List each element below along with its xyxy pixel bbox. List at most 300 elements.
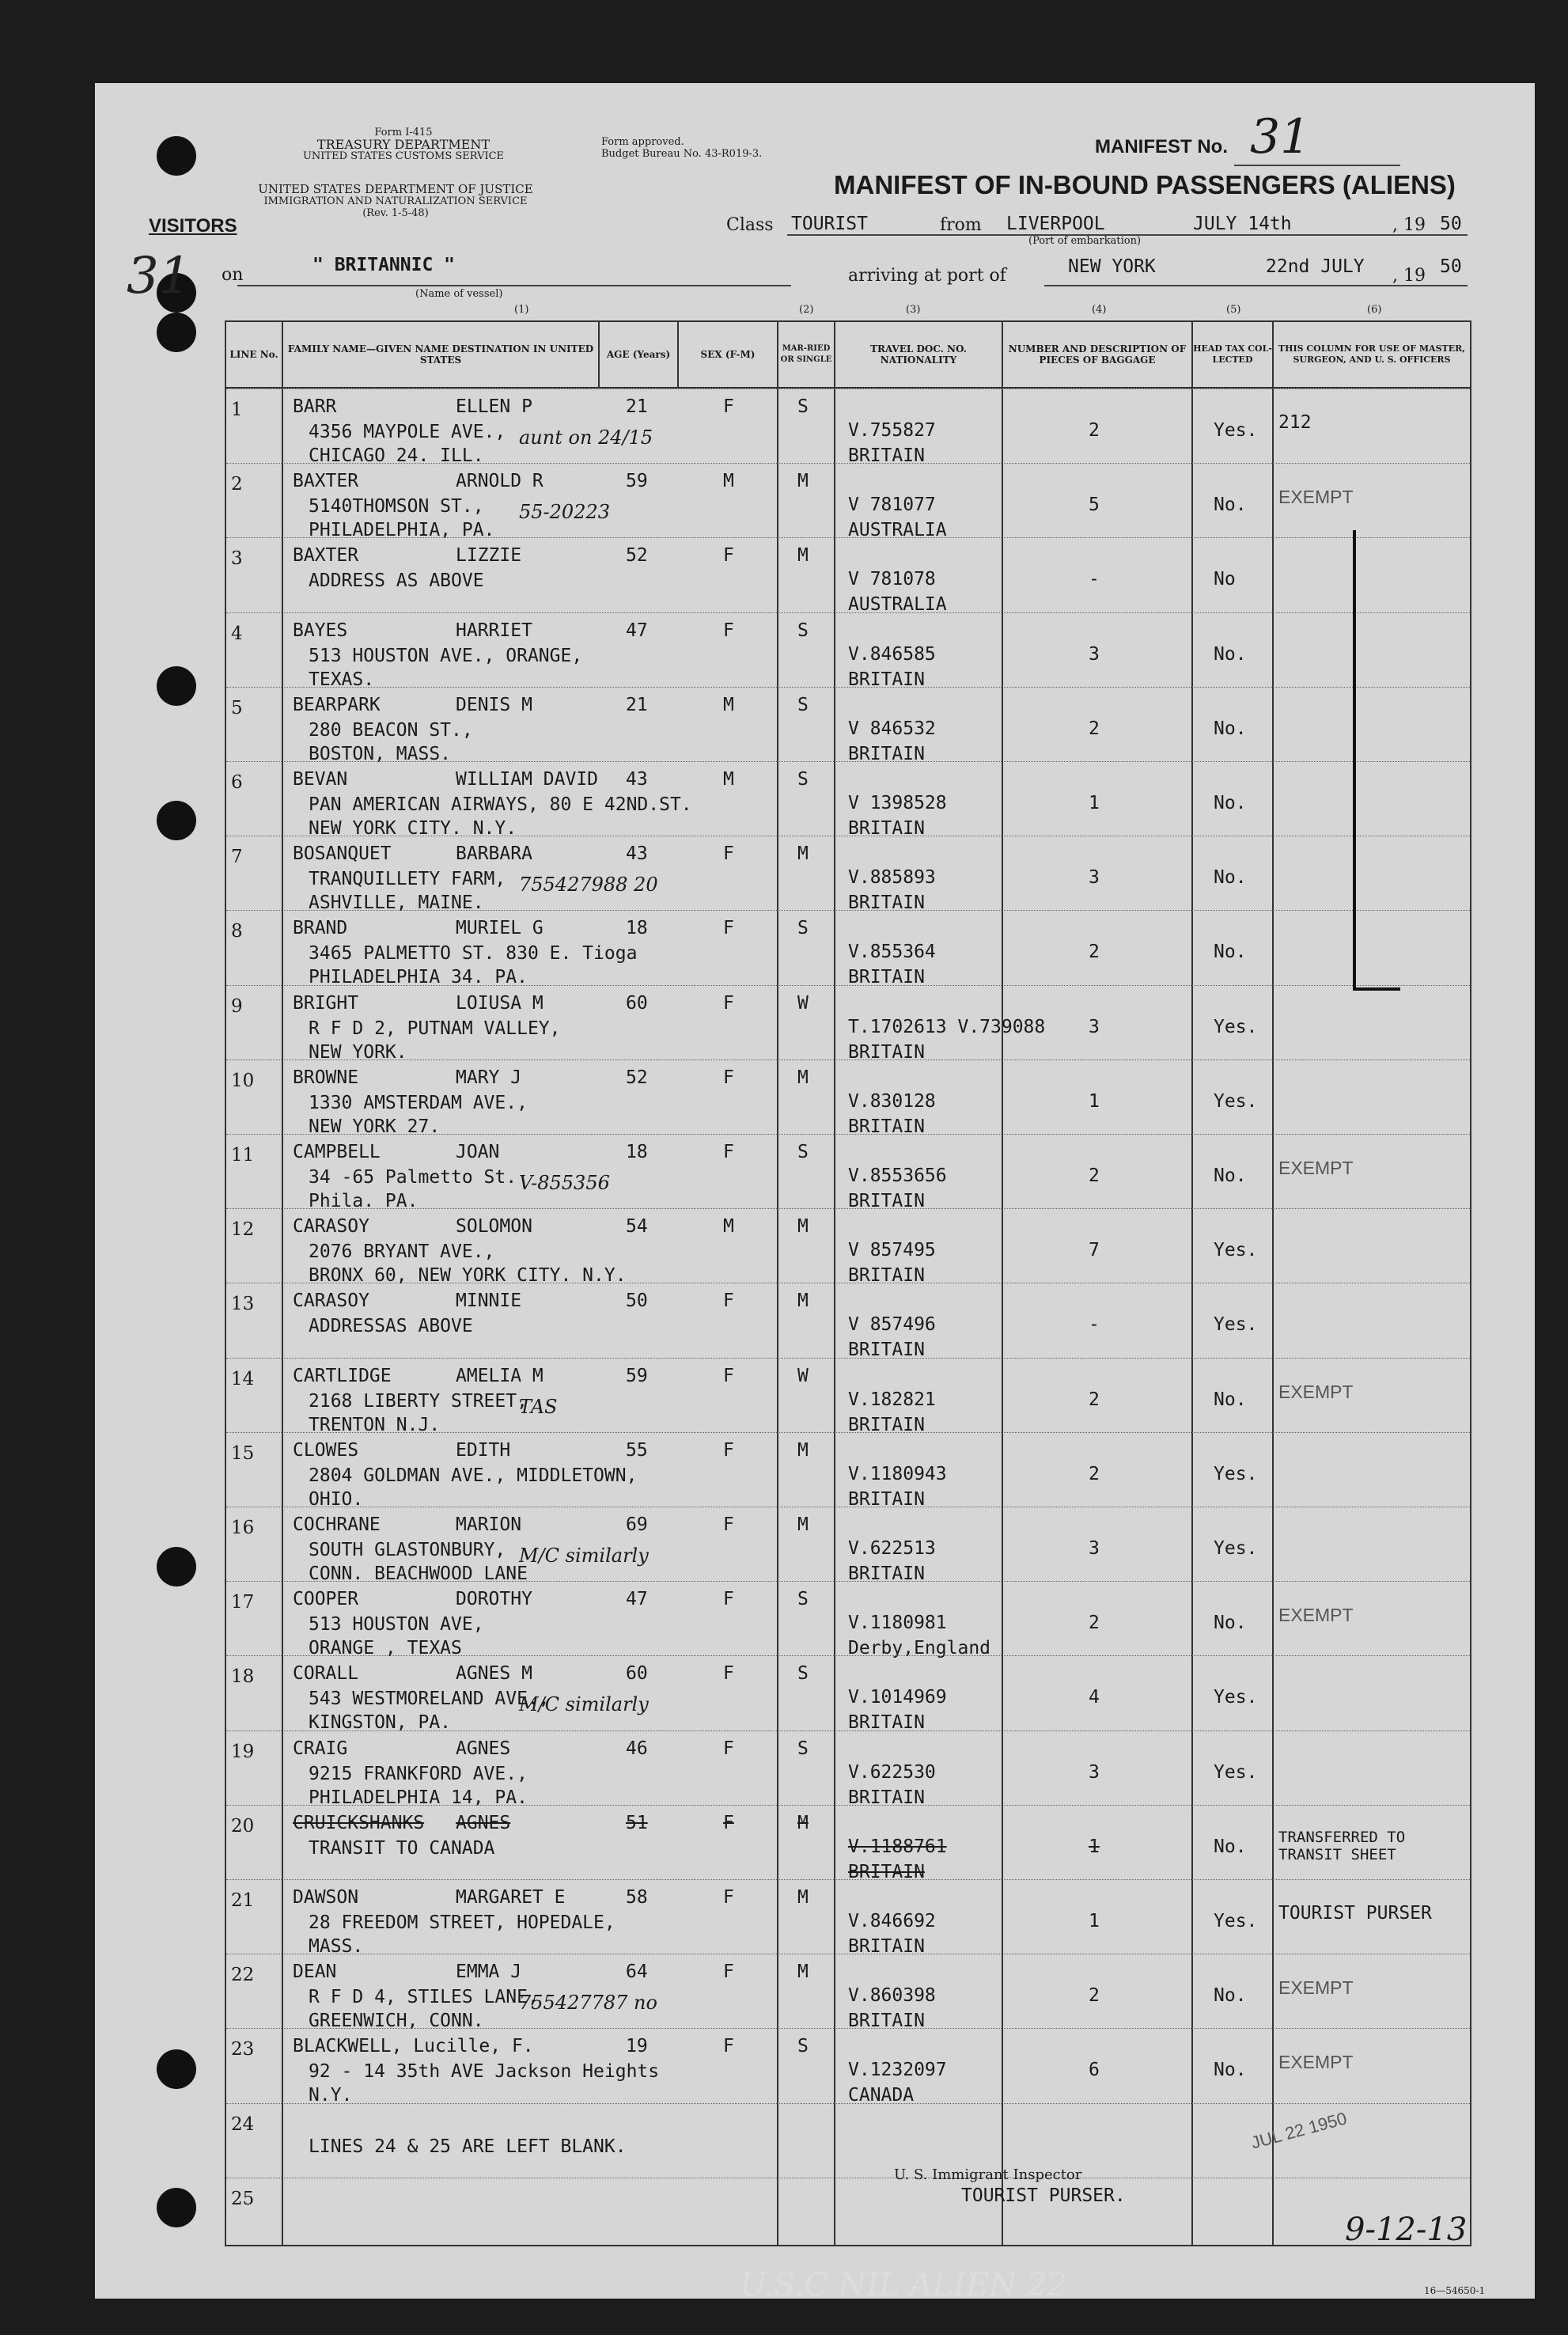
cell-line: 22	[231, 1965, 255, 1986]
cell-line: 14	[231, 1368, 255, 1389]
arrival-year: 50	[1440, 256, 1462, 277]
cell-name: DAWSON	[293, 1887, 359, 1908]
row-rule	[226, 985, 1470, 986]
binder-hole	[157, 136, 196, 176]
class-label: Class	[726, 215, 774, 235]
cell-ms: M	[797, 1216, 809, 1238]
cell-name: BRAND	[293, 918, 348, 939]
cell-note: 55-20223	[519, 501, 610, 524]
cell-tax: No.	[1214, 793, 1247, 813]
row-rule	[226, 463, 1470, 464]
cell-line: 7	[231, 847, 243, 868]
cell-doc: V.1180981	[848, 1613, 947, 1634]
cell-addr2: CHICAGO 24. ILL.	[309, 445, 484, 466]
cell-name: CLOWES	[293, 1439, 359, 1461]
cell-addr2: ORANGE , TEXAS	[309, 1638, 462, 1659]
cell-addr1: 92 - 14 35th AVE Jackson Heights	[309, 2061, 660, 2083]
cell-given: DENIS M	[456, 694, 532, 715]
table-row	[226, 1059, 1470, 1135]
cell-line: 23	[231, 2039, 255, 2060]
cell-ms: S	[797, 918, 809, 939]
cell-ms: W	[797, 1365, 809, 1386]
cell-ms: M	[797, 1291, 809, 1312]
cell-sex: F	[723, 620, 734, 641]
row-rule	[226, 537, 1470, 538]
cell-given: AGNES M	[456, 1663, 532, 1685]
col-header-officers: THIS COLUMN FOR USE OF MASTER, SURGEON, AND U. S. OFFICERS	[1278, 343, 1466, 365]
table-row	[226, 1283, 1470, 1361]
cell-ms: M	[797, 1067, 809, 1088]
cell-addr1: 4356 MAYPOLE AVE.,	[309, 422, 506, 442]
cell-ms: S	[797, 694, 809, 715]
revision: (Rev. 1-5-48)	[362, 207, 429, 219]
cell-name: CARASOY	[293, 1216, 369, 1238]
table-row	[226, 1879, 1470, 1957]
cell-addr2: TEXAS.	[309, 669, 375, 690]
cell-off: EXEMPT	[1278, 1605, 1354, 1626]
cell-sex: F	[723, 545, 734, 567]
cell-doc: V.755827	[848, 420, 936, 441]
cell-age: 64	[626, 1962, 648, 1983]
bottom-note: U.S.C NIL ALIEN 22	[740, 2267, 1067, 2303]
date-stamp: JUL 22 1950	[1248, 2108, 1349, 2153]
cell-tax: Yes.	[1214, 1240, 1258, 1261]
cell-nat: AUSTRALIA	[848, 520, 947, 541]
cell-age: 18	[626, 1142, 648, 1162]
cell-given: EMMA J	[456, 1962, 522, 1983]
signature-date: 9-12-13	[1345, 2212, 1468, 2248]
cell-doc: V.830128	[848, 1090, 936, 1112]
cell-nat: BRITAIN	[848, 1191, 925, 1211]
col-header-married: MAR-RIED OR SINGLE	[780, 344, 832, 364]
cell-nat: BRITAIN	[848, 967, 925, 988]
cell-off: EXEMPT	[1278, 1381, 1354, 1402]
manifest-underline	[1234, 165, 1400, 166]
cell-tax: Yes.	[1214, 1314, 1258, 1336]
binder-hole	[157, 2049, 196, 2089]
cell-name: CRAIG	[293, 1738, 348, 1759]
cell-addr1: 2168 LIBERTY STREET,	[309, 1390, 528, 1412]
cell-name: CARASOY	[293, 1291, 369, 1312]
form-code: 16—54650-1	[1424, 2285, 1486, 2296]
cell-addr1: 543 WESTMORELAND AVE.,	[309, 1689, 550, 1710]
cell-ms: S	[797, 2036, 809, 2057]
cell-age: 43	[626, 769, 648, 790]
table-row	[226, 910, 1470, 988]
cell-addr2: KINGSTON, PA.	[309, 1712, 452, 1734]
cell-age: 59	[626, 471, 648, 492]
arrival-date: 22nd JULY	[1266, 256, 1365, 277]
cell-addr1: 2804 GOLDMAN AVE., MIDDLETOWN,	[309, 1465, 638, 1486]
cell-note: M/C similarly	[519, 1545, 649, 1567]
col-header-name: FAMILY NAME—GIVEN NAME DESTINATION IN UNITED STATES	[287, 343, 594, 366]
cell-bag: 3	[1089, 1538, 1100, 1559]
cell-note: TAS	[519, 1395, 558, 1418]
cell-tax: No.	[1214, 718, 1247, 739]
cell-line: 18	[231, 1666, 255, 1688]
cell-sex: F	[723, 1365, 734, 1386]
cell-given: MARY J	[456, 1067, 522, 1088]
col-header-sex: SEX (F-M)	[700, 349, 756, 360]
table-row	[226, 761, 1470, 839]
cell-nat: BRITAIN	[848, 445, 925, 466]
col-num: (3)	[906, 304, 921, 316]
purser-label: TOURIST PURSER.	[961, 2185, 1126, 2206]
cell-tax: No.	[1214, 1985, 1247, 2007]
cell-line: 5	[231, 697, 243, 718]
cell-sex: M	[723, 694, 734, 715]
cell-addr1: LINES 24 & 25 ARE LEFT BLANK.	[309, 2136, 627, 2157]
cell-note: V-855356	[519, 1172, 610, 1194]
cell-ms: S	[797, 1142, 809, 1162]
binder-hole	[157, 801, 196, 840]
table-row	[226, 537, 1470, 616]
table-row	[226, 1581, 1470, 1659]
cell-addr2: NEW YORK CITY. N.Y.	[309, 818, 517, 839]
row-rule	[226, 1805, 1470, 1806]
cell-age: 58	[626, 1887, 648, 1908]
cell-given: MURIEL G	[456, 918, 543, 939]
cell-given: SOLOMON	[456, 1216, 532, 1238]
class-line	[787, 234, 1468, 236]
cell-age: 51	[626, 1812, 648, 1833]
cell-tax: No.	[1214, 942, 1247, 963]
cell-bag: 3	[1089, 1016, 1100, 1037]
cell-line: 4	[231, 623, 243, 644]
inspector-label: U. S. Immigrant Inspector	[894, 2166, 1082, 2183]
cell-bag: -	[1089, 1314, 1100, 1336]
arriving-label: arriving at port of	[848, 266, 1006, 286]
table-row	[226, 389, 1470, 464]
col-header-baggage: NUMBER AND DESCRIPTION OF PIECES OF BAGGAGE	[1008, 343, 1187, 366]
cell-line: 11	[231, 1145, 255, 1166]
approval-block	[601, 136, 807, 160]
cell-age: 47	[626, 1589, 648, 1610]
col-header-age: AGE (Years)	[606, 349, 671, 360]
cell-sex: F	[723, 1887, 734, 1908]
cell-nat: BRITAIN	[848, 743, 925, 764]
justice-dept: UNITED STATES DEPARTMENT OF JUSTICE	[258, 182, 533, 196]
cell-age: 21	[626, 694, 648, 715]
cell-name: CARTLIDGE	[293, 1365, 392, 1386]
cell-name: BLACKWELL, Lucille, F.	[293, 2036, 534, 2057]
cell-age: 52	[626, 1067, 648, 1088]
cell-addr1: ADDRESS AS ABOVE	[309, 570, 484, 592]
cell-bag: 2	[1089, 1463, 1100, 1484]
cell-nat: BRITAIN	[848, 2011, 925, 2032]
passenger-table	[225, 320, 1471, 2246]
cell-given: AGNES	[456, 1812, 511, 1833]
budget-bureau: Budget Bureau No. 43-R019-3.	[601, 148, 763, 160]
margin-number: 31	[127, 247, 191, 305]
cell-given: ELLEN P	[456, 396, 532, 417]
row-rule	[226, 2028, 1470, 2029]
cell-age: 46	[626, 1738, 648, 1759]
cell-addr2: N.Y.	[309, 2085, 353, 2106]
cell-name: BEVAN	[293, 769, 348, 790]
col-header-travel: TRAVEL DOC. NO. NATIONALITY	[870, 343, 967, 366]
cell-doc: V 1398528	[848, 793, 947, 813]
cell-sex: F	[723, 1142, 734, 1162]
cell-addr1: 2076 BRYANT AVE.,	[309, 1241, 495, 1263]
cell-given: MINNIE	[456, 1291, 522, 1312]
cell-name: COOPER	[293, 1589, 359, 1610]
cell-line: 19	[231, 1741, 255, 1762]
col-num: (4)	[1092, 304, 1107, 316]
cell-sex: F	[723, 396, 734, 417]
cell-addr2: MASS.	[309, 1936, 364, 1957]
cell-tax: No.	[1214, 1389, 1247, 1410]
row-rule	[226, 1358, 1470, 1359]
cell-nat: AUSTRALIA	[848, 594, 947, 616]
cell-ms: M	[797, 1514, 809, 1535]
cell-given: LIZZIE	[456, 545, 522, 567]
cell-doc: V.1188761	[848, 1836, 947, 1857]
cell-bag: 2	[1089, 1985, 1100, 2007]
cell-age: 60	[626, 1663, 648, 1685]
cell-name: BRIGHT	[293, 992, 359, 1014]
row-rule	[226, 1059, 1470, 1060]
cell-nat: BRITAIN	[848, 893, 925, 914]
cell-line: 6	[231, 772, 243, 793]
cell-nat: BRITAIN	[848, 1564, 925, 1584]
cell-age: 52	[626, 545, 648, 567]
row-rule	[226, 1655, 1470, 1656]
cell-tax: No.	[1214, 1836, 1247, 1857]
col-num: (1)	[514, 304, 529, 316]
cell-doc: V.622513	[848, 1538, 936, 1559]
ins-label: IMMIGRATION AND NATURALIZATION SERVICE	[263, 195, 528, 207]
cell-line: 3	[231, 548, 243, 570]
cell-addr2: PHILADELPHIA 14, PA.	[309, 1787, 528, 1808]
cell-tax: Yes.	[1214, 420, 1258, 441]
cell-bag: 7	[1089, 1240, 1100, 1261]
cell-line: 12	[231, 1219, 255, 1241]
table-row	[226, 1730, 1470, 1806]
cell-ms: M	[797, 471, 809, 492]
vessel-note: (Name of vessel)	[415, 288, 503, 300]
cell-tax: Yes.	[1214, 1761, 1258, 1783]
cell-tax: No.	[1214, 2060, 1247, 2081]
cell-addr1: 513 HOUSTON AVE,	[309, 1614, 484, 1636]
cell-doc: V.1180943	[848, 1463, 947, 1484]
cell-ms: S	[797, 769, 809, 790]
cell-tax: No.	[1214, 1613, 1247, 1634]
cell-tax: Yes.	[1214, 1016, 1258, 1037]
cell-doc: V.1014969	[848, 1687, 947, 1708]
cell-addr2: CONN. BEACHWOOD LANE	[309, 1564, 528, 1584]
cell-sex: F	[723, 2036, 734, 2057]
cell-doc: V 857496	[848, 1314, 936, 1336]
cell-ms: M	[797, 1812, 809, 1833]
customs-service: UNITED STATES CUSTOMS SERVICE	[302, 150, 505, 162]
cell-nat: BRITAIN	[848, 1712, 925, 1734]
cell-tax: No.	[1214, 1166, 1247, 1186]
cell-line: 8	[231, 921, 243, 942]
cell-addr1: 5140THOMSON ST.,	[309, 496, 484, 517]
cell-doc: V.885893	[848, 867, 936, 889]
exempt-bracket	[1353, 530, 1356, 989]
vessel-line	[237, 285, 791, 286]
cell-given: JOAN	[456, 1142, 500, 1162]
cell-bag: 2	[1089, 718, 1100, 739]
cell-given: HARRIET	[456, 620, 532, 641]
cell-sex: M	[723, 471, 734, 492]
cell-given: AGNES	[456, 1738, 511, 1759]
cell-name: COCHRANE	[293, 1514, 381, 1535]
cell-tax: Yes.	[1214, 1463, 1258, 1484]
cell-given: LOIUSA M	[456, 992, 543, 1014]
row-rule	[226, 1208, 1470, 1209]
cell-bag: 2	[1089, 420, 1100, 441]
cell-addr2: BOSTON, MASS.	[309, 743, 452, 764]
cell-doc: T.1702613 V.739088	[848, 1016, 1046, 1037]
cell-tax: Yes.	[1214, 1538, 1258, 1559]
cell-addr1: 513 HOUSTON AVE., ORANGE,	[309, 645, 583, 666]
form-number: Form I-415	[374, 127, 433, 138]
cell-note: aunt on 24/15	[519, 426, 653, 449]
row-rule	[226, 1581, 1470, 1582]
binder-hole	[157, 666, 196, 706]
cell-nat: BRITAIN	[848, 669, 925, 690]
manifest-label: MANIFEST No.	[1095, 136, 1228, 157]
depart-year-prefix: , 19	[1392, 215, 1426, 235]
cell-line: 20	[231, 1815, 255, 1837]
table-row	[226, 1805, 1470, 1880]
cell-age: 54	[626, 1216, 648, 1238]
exempt-bracket-foot	[1353, 987, 1400, 991]
cell-addr1: 28 FREEDOM STREET, HOPEDALE,	[309, 1912, 615, 1933]
cell-bag: 1	[1089, 1836, 1100, 1857]
cell-bag: 3	[1089, 1761, 1100, 1783]
cell-sex: F	[723, 918, 734, 939]
cell-given: ARNOLD R	[456, 471, 543, 492]
table-row	[226, 2028, 1470, 2106]
cell-ms: S	[797, 1663, 809, 1685]
cell-sex: F	[723, 1067, 734, 1088]
cell-tax: No.	[1214, 643, 1247, 665]
cell-ms: M	[797, 1887, 809, 1908]
cell-addr2: OHIO.	[309, 1488, 364, 1510]
cell-bag: 1	[1089, 1911, 1100, 1931]
row-rule	[226, 761, 1470, 762]
cell-ms: S	[797, 620, 809, 641]
row-rule	[226, 1879, 1470, 1880]
cell-name: BOSANQUET	[293, 843, 392, 865]
cell-nat: BRITAIN	[848, 1265, 925, 1287]
col-num: (5)	[1226, 304, 1241, 316]
cell-addr2: PHILADELPHIA 34. PA.	[309, 967, 528, 988]
cell-sex: F	[723, 1291, 734, 1312]
cell-nat: BRITAIN	[848, 1861, 925, 1882]
cell-given: BARBARA	[456, 843, 532, 865]
col-num: (6)	[1367, 304, 1382, 316]
cell-bag: 3	[1089, 867, 1100, 889]
cell-bag: 5	[1089, 495, 1100, 516]
cell-sex: F	[723, 1812, 734, 1833]
cell-given: AMELIA M	[456, 1365, 543, 1386]
cell-note: M/C similarly	[519, 1693, 649, 1716]
cell-age: 47	[626, 620, 648, 641]
cell-bag: 3	[1089, 643, 1100, 665]
cell-name: BEARPARK	[293, 694, 381, 715]
cell-nat: BRITAIN	[848, 1041, 925, 1063]
cell-name: BARR	[293, 396, 337, 417]
row-rule	[226, 1432, 1470, 1433]
cell-bag: 4	[1089, 1687, 1100, 1708]
cell-bag: 6	[1089, 2060, 1100, 2081]
cell-sex: F	[723, 1663, 734, 1685]
depart-date: JULY 14th	[1193, 214, 1292, 234]
cell-age: 50	[626, 1291, 648, 1312]
cell-addr1: 280 BEACON ST.,	[309, 719, 473, 741]
cell-off: EXEMPT	[1278, 1977, 1354, 1999]
cell-doc: V.846692	[848, 1911, 936, 1931]
cell-addr1: PAN AMERICAN AIRWAYS, 80 E 42ND.ST.	[309, 794, 692, 815]
cell-age: 19	[626, 2036, 648, 2057]
cell-bag: 2	[1089, 1613, 1100, 1634]
row-rule	[226, 1134, 1470, 1135]
cell-doc: V 857495	[848, 1240, 936, 1261]
cell-addr1: TRANQUILLETY FARM,	[309, 869, 506, 890]
cell-doc: V.622530	[848, 1761, 936, 1783]
cell-addr2: PHILADELPHIA, PA.	[309, 520, 495, 541]
visitors-label: VISITORS	[149, 215, 237, 237]
cell-given: WILLIAM DAVID	[456, 769, 599, 790]
page-title: MANIFEST OF IN-BOUND PASSENGERS (ALIENS)	[834, 170, 1456, 199]
table-row	[226, 836, 1470, 914]
row-rule	[226, 612, 1470, 613]
cell-nat: Derby,England	[848, 1638, 991, 1659]
table-row	[226, 1954, 1470, 2032]
cell-line: 1	[231, 400, 243, 420]
cell-tax: Yes.	[1214, 1687, 1258, 1708]
binder-hole	[157, 1547, 196, 1586]
cell-bag: -	[1089, 569, 1100, 590]
cell-addr2: GREENWICH, CONN.	[309, 2011, 484, 2032]
cell-given: MARION	[456, 1514, 522, 1535]
cell-age: 21	[626, 396, 648, 417]
cell-ms: M	[797, 1439, 809, 1461]
row-rule	[226, 910, 1470, 911]
cell-addr1: 1330 AMSTERDAM AVE.,	[309, 1092, 528, 1113]
cell-nat: BRITAIN	[848, 1340, 925, 1361]
cell-ms: S	[797, 1738, 809, 1759]
cell-given: DOROTHY	[456, 1589, 532, 1610]
cell-sex: F	[723, 992, 734, 1014]
table-row	[226, 687, 1470, 762]
arrival-year-prefix: , 19	[1392, 266, 1426, 286]
cell-addr1: 34 -65 Palmetto St.	[309, 1167, 517, 1188]
cell-ms: M	[797, 843, 809, 865]
cell-line: 9	[231, 995, 243, 1017]
cell-age: 60	[626, 992, 648, 1014]
col-header-headtax: HEAD TAX COL-LECTED	[1193, 343, 1272, 365]
arrival-line	[1044, 285, 1468, 286]
cell-given: EDITH	[456, 1439, 511, 1461]
form-approved: Form approved.	[601, 136, 684, 148]
cell-tax: No	[1214, 569, 1236, 590]
arrival-port: NEW YORK	[1068, 256, 1156, 277]
cell-addr1: ADDRESSAS ABOVE	[309, 1316, 473, 1337]
cell-name: CRUICKSHANKS	[293, 1812, 425, 1833]
cell-nat: BRITAIN	[848, 1787, 925, 1808]
justice-block	[214, 184, 578, 219]
cell-addr1: R F D 4, STILES LANE,	[309, 1987, 539, 2008]
cell-off: TRANSFERRED TO TRANSIT SHEET	[1278, 1828, 1406, 1863]
cell-name: CORALL	[293, 1663, 359, 1685]
cell-note: 755427988 20	[519, 874, 658, 896]
